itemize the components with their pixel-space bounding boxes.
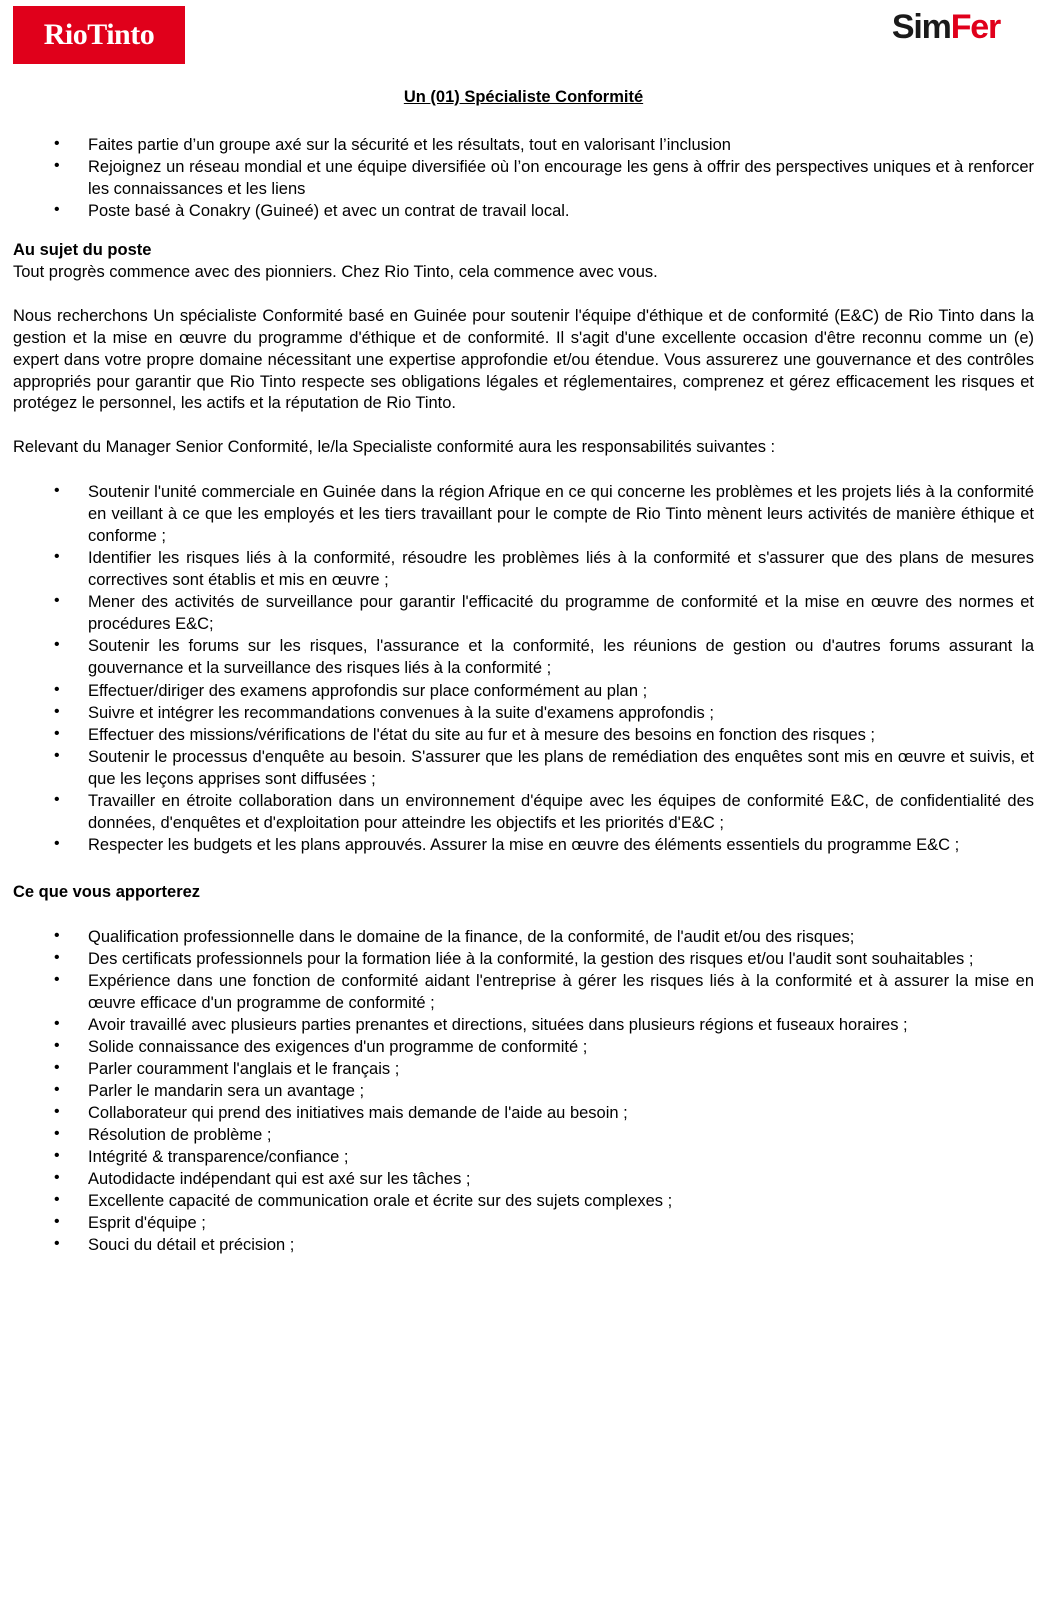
list-item: • Qualification professionnelle dans le domaine de la finance, de la conformité, de l'audit et/ou des risques; [13,926,1034,948]
list-item: • Avoir travaillé avec plusieurs parties prenantes et directions, situées dans plusieurs régions et fuseaux horaires ; [13,1014,1034,1036]
list-item: • Excellente capacité de communication orale et écrite sur des sujets complexes ; [13,1190,1034,1212]
list-item: • Des certificats professionnels pour la formation liée à la conformité, la gestion des risques et/ou l'audit sont souhaitables ; [13,948,1034,970]
reporting-line-paragraph: Relevant du Manager Senior Conformité, le/la Specialiste conformité aura les responsabilités suivantes : [13,438,776,457]
list-item: • Faites partie d’un groupe axé sur la sécurité et les résultats, tout en valorisant l’inclusion [13,134,1034,156]
about-body-paragraph: Nous recherchons Un spécialiste Conformité basé en Guinée pour soutenir l'équipe d'éthique et de conformité (E&C) de Rio Tinto dans la gestion et la mise en œuvre du programme d'éthique et de conformité. Il s'agit d'une excellente occasion d'être reconnu comme un (e) expert dans votre propre domaine nécessitant une expertise approfondie et/ou étendue. Vous assurerez une gouvernance et des contrôles appropriés pour garantir que Rio Tinto respecte ses obligations légales et réglementaires, comprenez et gérez efficacement les risques et protégez le personnel, les actifs et la réputation de Rio Tinto. [13,306,1034,413]
list-item: • Mener des activités de surveillance pour garantir l'efficacité du programme de conformité et la mise en œuvre des normes et procédures E&C; [13,591,1034,635]
list-item: • Effectuer des missions/vérifications de l'état du site au fur et à mesure des besoins en fonction des risques ; [13,724,1034,746]
list-item: • Souci du détail et précision ; [13,1234,1034,1256]
about-tagline: Tout progrès commence avec des pionniers. Chez Rio Tinto, cela commence avec vous. [13,262,658,281]
list-item: • Expérience dans une fonction de conformité aidant l'entreprise à gérer les risques liés à la conformité et à assurer la mise en œuvre efficace d'un programme de conformité ; [13,970,1034,1014]
bring-section-heading: Ce que vous apporterez [13,882,201,901]
list-item: • Soutenir l'unité commerciale en Guinée dans la région Afrique en ce qui concerne les problèmes et les projets liés à la conformité en veillant à ce que les employés et les tiers travaillant pour le compte de Rio Tinto mènent leurs activités de manière éthique et conforme ; [13,481,1034,547]
list-item: • Solide connaissance des exigences d'un programme de conformité ; [13,1036,1034,1058]
about-section-heading: Au sujet du poste [13,240,152,259]
riotinto-logo [13,6,185,64]
list-item: • Intégrité & transparence/confiance ; [13,1146,1034,1168]
list-item: • Parler le mandarin sera un avantage ; [13,1080,1034,1102]
list-item: • Soutenir le processus d'enquête au besoin. S'assurer que les plans de remédiation des enquêtes sont mis en œuvre et suivis, et que les leçons apprises sont diffusées ; [13,746,1034,790]
list-item: • Poste basé à Conakry (Guineé) et avec un contrat de travail local. [13,200,1034,222]
list-item: • Soutenir les forums sur les risques, l'assurance et la conformité, les réunions de gestion ou d'autres forums assurant la gouvernance et la surveillance des risques liés à la conformité ; [13,635,1034,679]
list-item: • Collaborateur qui prend des initiatives mais demande de l'aide au besoin ; [13,1102,1034,1124]
responsibilities-list [13,481,1034,855]
intro-bullet-list [13,134,1034,222]
list-item: • Identifier les risques liés à la conformité, résoudre les problèmes liés à la conformité et s'assurer que des plans de mesures correctives sont établis et mis en œuvre ; [13,547,1034,591]
list-item: • Parler couramment l'anglais et le français ; [13,1058,1034,1080]
document-header [13,0,1034,72]
list-item: • Effectuer/diriger des examens approfondis sur place conformément au plan ; [13,680,1034,702]
list-item: • Travailler en étroite collaboration dans un environnement d'équipe avec les équipes de conformité E&C, de confidentialité des données, d'enquêtes et d'exploitation pour atteindre les objectifs et les priorités d'E&C ; [13,790,1034,834]
list-item: • Respecter les budgets et les plans approuvés. Assurer la mise en œuvre des éléments essentiels du programme E&C ; [13,834,1034,856]
list-item: • Autodidacte indépendant qui est axé sur les tâches ; [13,1168,1034,1190]
bring-list [13,926,1034,1256]
list-item: • Suivre et intégrer les recommandations convenues à la suite d'examens approfondis ; [13,702,1034,724]
list-item: • Rejoignez un réseau mondial et une équipe diversifiée où l’on encourage les gens à offrir des perspectives uniques et à renforcer les connaissances et les liens [13,156,1034,200]
simfer-logo-fer-text: Fer [950,8,1000,46]
list-item: • Esprit d'équipe ; [13,1212,1034,1234]
list-item: • Résolution de problème ; [13,1124,1034,1146]
page-title: Un (01) Spécialiste Conformité [403,88,644,106]
simfer-logo [892,10,1000,44]
riotinto-logo-text: RioTinto [43,18,155,51]
simfer-logo-sim-text: Sim [891,8,951,46]
